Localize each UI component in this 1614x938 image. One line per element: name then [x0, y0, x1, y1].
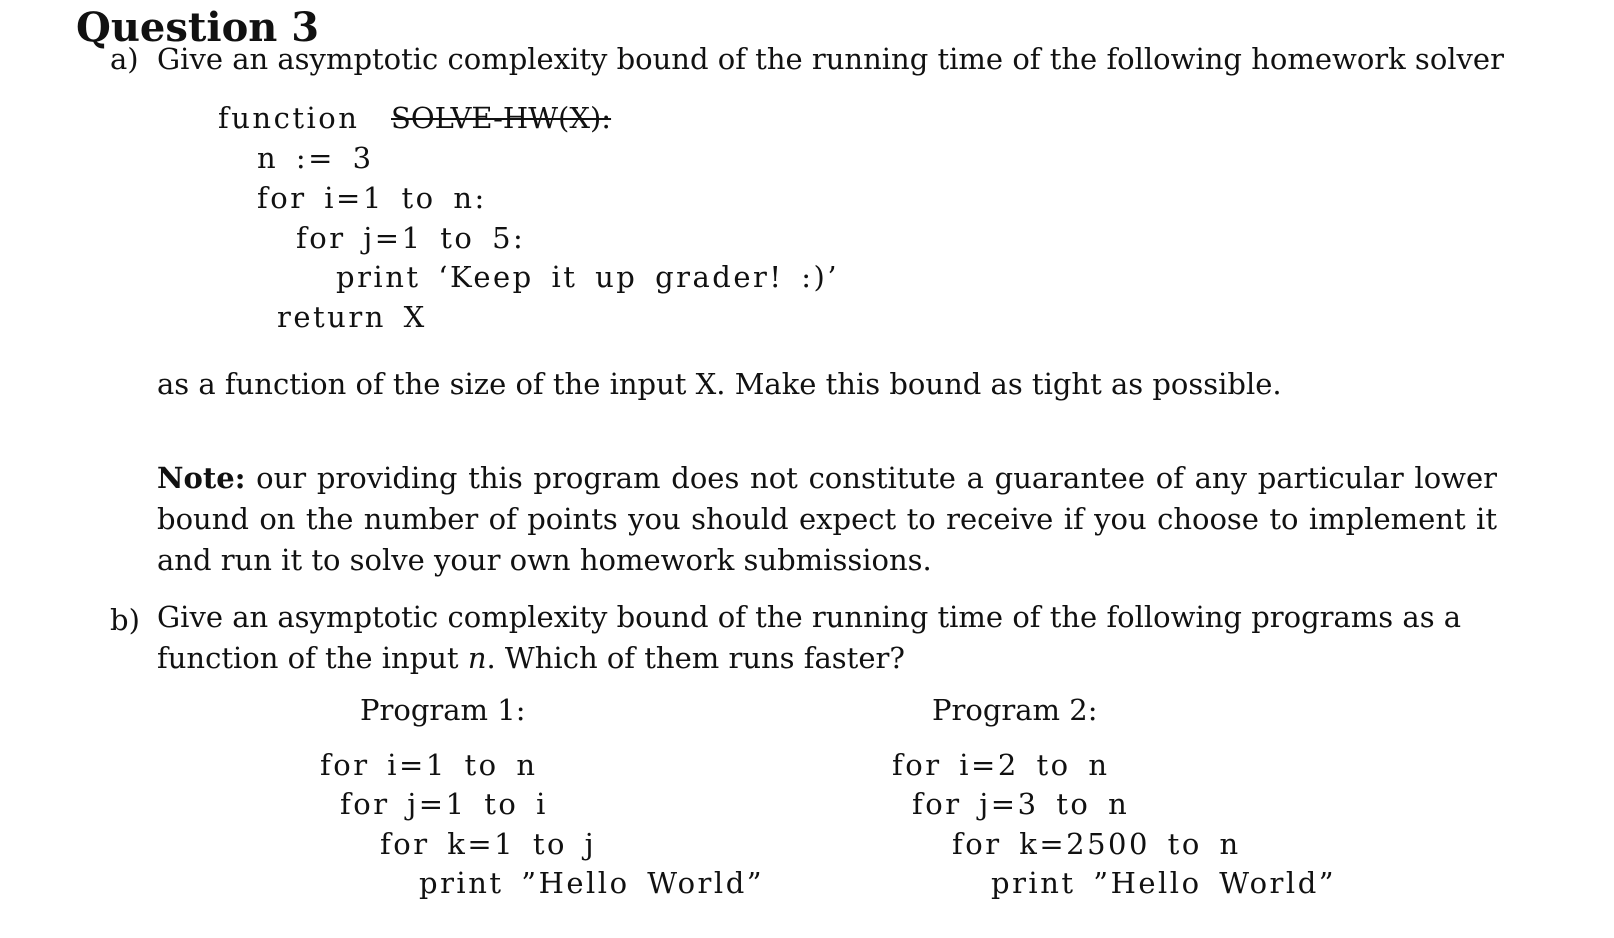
- program2-line4: print ”Hello World”: [991, 866, 1337, 900]
- part-a-followup: as a function of the size of the input X. Make this bound as tight as possible.: [157, 367, 1282, 401]
- part-b-prompt-line1: Give an asymptotic complexity bound of the running time of the following programs as a: [157, 600, 1462, 634]
- question-title: Question 3: [76, 4, 320, 51]
- program1-title: Program 1:: [360, 693, 526, 727]
- part-b-prompt: [157, 597, 1487, 679]
- part-a-note: [157, 458, 1497, 581]
- part-a-label: a): [110, 42, 139, 76]
- part-b-label: b): [110, 603, 140, 637]
- program1-line3: for k=1 to j: [380, 827, 597, 861]
- program1-line4: print ”Hello World”: [419, 866, 765, 900]
- note-text: our providing this program does not constitute a guarantee of any particular lower bound on the number of points you should expect to receive if you choose to implement it and run it to solve your own homework submissions.: [157, 461, 1497, 577]
- code-line-return: return X: [277, 300, 427, 334]
- code-line-outer-loop: for i=1 to n:: [257, 181, 487, 215]
- part-b-variable-n: n: [467, 641, 487, 675]
- program2-line1: for i=2 to n: [892, 748, 1110, 782]
- note-label: Note:: [157, 461, 246, 495]
- part-a-prompt: Give an asymptotic complexity bound of the running time of the following homework solver: [157, 42, 1504, 76]
- code-function-keyword: function: [218, 101, 360, 135]
- code-line-print: print ‘Keep it up grader! :)’: [336, 260, 840, 294]
- code-line-n-assign: n := 3: [257, 141, 374, 175]
- program1-line2: for j=1 to i: [340, 787, 548, 821]
- part-b-prompt-line2-suffix: . Which of them runs faster?: [486, 641, 905, 675]
- part-b-prompt-line2-prefix: function of the input: [157, 641, 459, 675]
- program2-line3: for k=2500 to n: [952, 827, 1241, 861]
- program1-line1: for i=1 to n: [320, 748, 538, 782]
- code-function-name: SOLVE-HW(X):: [391, 101, 612, 135]
- program2-title: Program 2:: [932, 693, 1098, 727]
- code-line-inner-loop: for j=1 to 5:: [296, 221, 526, 255]
- program2-line2: for j=3 to n: [912, 787, 1130, 821]
